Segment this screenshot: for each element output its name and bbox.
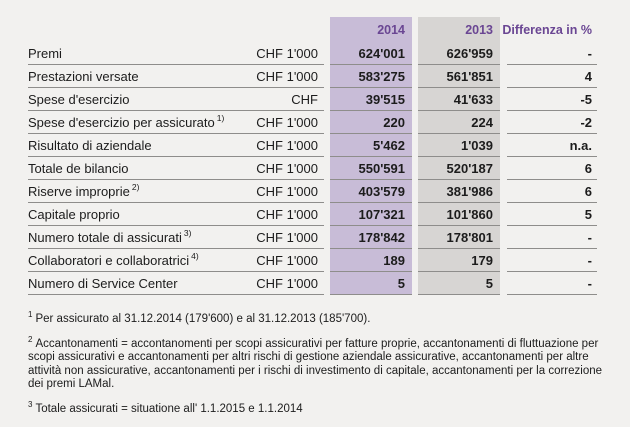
key-figures-table [28,17,597,295]
footnote: $^1$ Per assicurato al 31.12.2014 (179'600) e al 31.12.2013 (185'700). [28,310,371,325]
value-2014: 624'001 [330,42,412,65]
row-label-unit-cell [28,180,324,203]
table-row [28,272,597,295]
value-2014: 5'462 [330,134,412,157]
table-body [28,42,597,295]
row-label: Capitale proprio [28,206,120,222]
row-label-unit-cell [28,111,324,134]
value-2013: 561'851 [418,65,500,88]
column-header-2013: 2013 [418,17,500,42]
row-label: Spese d'esercizio [28,91,130,107]
table-row [28,134,597,157]
value-2013: 1'039 [418,134,500,157]
row-unit: CHF 1'000 [256,114,318,130]
footnote: $^3$ Totale assicurati = situatione all' 1.1.2015 e 1.1.2014 [28,399,303,415]
value-differenza: - [507,272,597,295]
table-row [28,111,597,134]
value-2014: 550'591 [330,157,412,180]
value-2013: 101'860 [418,203,500,226]
footnote-number: 1 [28,310,33,320]
column-gap [500,203,507,226]
value-2014: 107'321 [330,203,412,226]
value-2013: 5 [418,272,500,295]
column-gap [500,272,507,295]
value-2014: 39'515 [330,88,412,111]
value-differenza: 6 [507,157,597,180]
row-label-unit-cell [28,42,324,65]
value-2014: 220 [330,111,412,134]
value-2013: 178'801 [418,226,500,249]
row-label-unit-cell [28,272,324,295]
value-differenza: - [507,249,597,272]
row-label-unit-cell [28,88,324,111]
value-differenza: 4 [507,65,597,88]
value-differenza: 5 [507,203,597,226]
column-gap [500,249,507,272]
footnote-number: 3 [28,399,33,409]
value-differenza: - [507,226,597,249]
column-header-2014: 2014 [330,17,412,42]
row-label-unit-cell [28,226,324,249]
value-2013: 381'986 [418,180,500,203]
table-row [28,180,597,203]
column-gap [500,180,507,203]
value-2013: 41'633 [418,88,500,111]
row-label-unit-cell [28,134,324,157]
table-row [28,249,597,272]
column-gap [500,65,507,88]
value-differenza: -5 [507,88,597,111]
row-unit: CHF 1'000 [256,275,318,291]
column-gap [500,134,507,157]
column-gap [500,42,507,65]
row-unit: CHF 1'000 [256,206,318,222]
row-unit: CHF 1'000 [256,68,318,84]
table-header-row [28,17,597,42]
row-label-unit-cell [28,157,324,180]
value-differenza: - [507,42,597,65]
table-row [28,65,597,88]
row-unit: CHF [291,91,318,107]
value-2014: 178'842 [330,226,412,249]
table-row [28,88,597,111]
row-label: Numero di Service Center [28,275,178,291]
footnotes [28,310,604,427]
column-gap [500,88,507,111]
header-empty-cell [28,17,324,42]
row-unit: CHF 1'000 [256,137,318,153]
value-differenza: -2 [507,111,597,134]
value-2013: 179 [418,249,500,272]
value-2013: 626'959 [418,42,500,65]
row-label: Collaboratori e collaboratrici $^{4)}$ [28,251,199,268]
footnote: $^2$ Accantonamenti = accontanomenti per scopi assicurativi per fatture proprie, accantonamenti di fluttuazione per scopi assicurativi e accantonamenti per altri rischi di gestione aziendale assicurative, accantonamenti per altre attività non assicurative, accantonamenti per i rischi di investimento di capitale, accantonamenti per la correzione dei premi LAMal. [28,334,603,390]
table-row [28,157,597,180]
row-label: Premi [28,45,62,61]
value-2014: 403'579 [330,180,412,203]
value-2013: 520'187 [418,157,500,180]
table-row [28,42,597,65]
column-gap [500,157,507,180]
footnote-marker: 1) [216,113,225,124]
value-differenza: 6 [507,180,597,203]
value-2013: 224 [418,111,500,134]
row-label: Risultato di aziendale [28,137,152,153]
value-differenza: n.a. [507,134,597,157]
row-unit: CHF 1'000 [256,229,318,245]
row-label-unit-cell [28,203,324,226]
row-label-unit-cell [28,65,324,88]
row-label: Totale de bilancio [28,160,129,176]
row-label: Prestazioni versate [28,68,139,84]
row-unit: CHF 1'000 [256,45,318,61]
value-2014: 5 [330,272,412,295]
row-unit: CHF 1'000 [256,183,318,199]
table-row [28,203,597,226]
value-2014: 189 [330,249,412,272]
row-label: Spese d'esercizio per assicurato $^{1)}$ [28,113,225,130]
row-unit: CHF 1'000 [256,160,318,176]
value-2014: 583'275 [330,65,412,88]
column-header-differenza: Differenza in % [502,22,592,37]
footnote-marker: 4) [191,251,199,262]
row-label: Riserve improprie $^{2)}$ [28,182,140,199]
column-gap [500,226,507,249]
footnote-marker: 2) [131,182,140,193]
row-label: Numero totale di assicurati $^{3)}$ [28,228,192,245]
table-row [28,226,597,249]
row-unit: CHF 1'000 [256,252,318,268]
footnote-number: 2 [28,334,33,344]
column-gap [500,111,507,134]
footnote-marker: 3) [183,228,192,239]
row-label-unit-cell [28,249,324,272]
